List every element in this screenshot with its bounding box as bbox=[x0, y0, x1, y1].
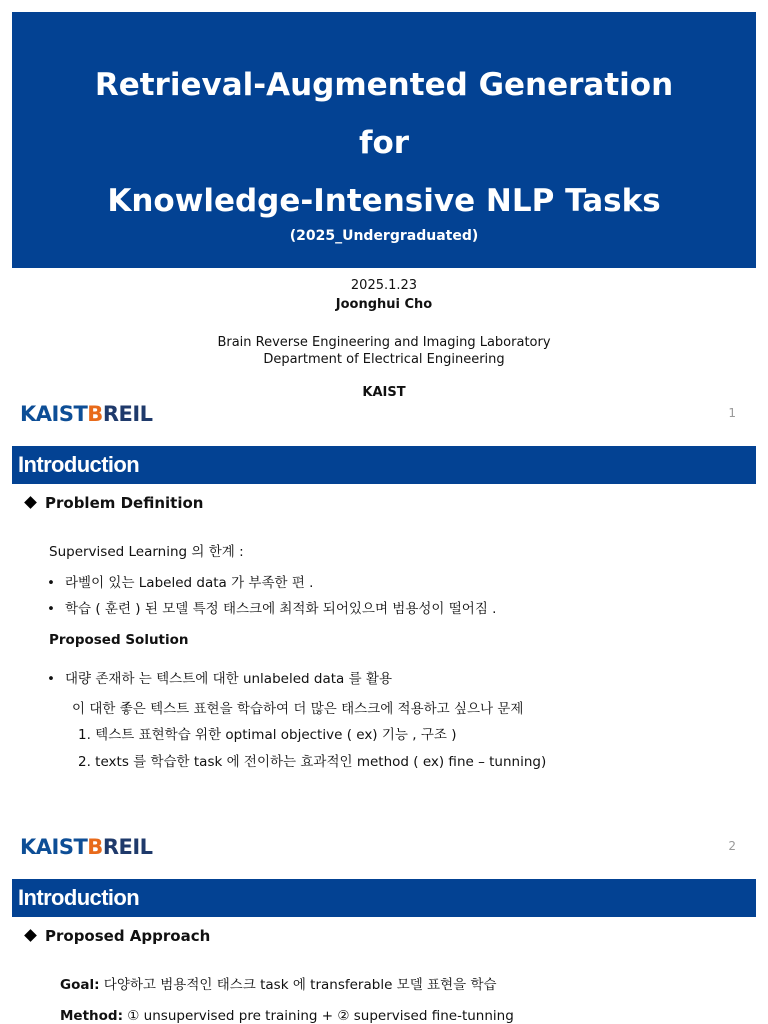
logo-text-kaist: KAIST bbox=[20, 402, 88, 426]
logo-text-reil: REIL bbox=[102, 402, 153, 426]
author-name: Joonghui Cho bbox=[335, 297, 433, 312]
numbered-item-2: 2. texts 를 학습한 task 에 전이하는 효과적인 method ( ex) fine – tunning) bbox=[78, 754, 547, 770]
bullet-text: 라벨이 있는 Labeled data 가 부족한 편 . bbox=[65, 575, 314, 591]
solution-subtext: 이 대한 좋은 텍스트 표현을 학습하여 더 많은 태스크에 적용하고 싶으나 문제 bbox=[72, 701, 524, 717]
proposed-approach-label: Proposed Approach bbox=[45, 927, 211, 945]
problem-definition-label: Problem Definition bbox=[45, 494, 204, 512]
institution-name: KAIST bbox=[362, 385, 406, 400]
goal-label: Goal: bbox=[60, 977, 100, 993]
page-number-1: 1 bbox=[728, 406, 736, 420]
supervised-learning-limits: Supervised Learning 의 한계 : bbox=[49, 544, 244, 560]
lab-name: Brain Reverse Engineering and Imaging Laboratory bbox=[217, 335, 551, 350]
presentation-date: 2025.1.23 bbox=[350, 278, 418, 293]
title-subtitle: (2025_Undergraduated) bbox=[289, 228, 479, 244]
proposed-approach-heading bbox=[26, 927, 210, 945]
section-header-introduction: Introduction bbox=[12, 446, 756, 484]
title-line-3: Knowledge-Intensive NLP Tasks bbox=[107, 183, 661, 219]
list-item bbox=[47, 667, 392, 687]
method-label: Method: bbox=[60, 1008, 123, 1024]
logo-text-b: B bbox=[87, 402, 103, 426]
bullet-dot-icon: • bbox=[47, 671, 55, 687]
kaist-breil-logo bbox=[20, 835, 153, 859]
section-header-introduction: Introduction bbox=[12, 879, 756, 917]
logo-text-b: B bbox=[87, 835, 103, 859]
list-item bbox=[47, 597, 496, 617]
problem-definition-heading bbox=[26, 494, 203, 512]
logo-text-kaist: KAIST bbox=[20, 835, 88, 859]
department-name: Department of Electrical Engineering bbox=[263, 352, 505, 367]
bullet-text: 학습 ( 훈련 ) 된 모델 특정 태스크에 최적화 되어있으며 범용성이 떨어짐 . bbox=[65, 601, 497, 617]
diamond-bullet-icon bbox=[24, 496, 37, 509]
goal-line bbox=[60, 973, 497, 993]
method-line bbox=[60, 1008, 514, 1024]
logo-text-reil: REIL bbox=[102, 835, 153, 859]
method-text: ① unsupervised pre training + ② supervised fine-tunning bbox=[123, 1008, 514, 1024]
numbered-item-1: 1. 텍스트 표현학습 위한 optimal objective ( ex) 기능 , 구조 ) bbox=[78, 727, 457, 743]
goal-text: 다양하고 범용적인 태스크 task 에 transferable 모델 표현을 학습 bbox=[99, 977, 497, 993]
title-line-2: for bbox=[358, 125, 410, 161]
list-item bbox=[47, 571, 313, 591]
title-banner bbox=[12, 12, 756, 268]
diamond-bullet-icon bbox=[24, 929, 37, 942]
page-number-2: 2 bbox=[728, 839, 736, 853]
proposed-solution-heading: Proposed Solution bbox=[49, 632, 189, 648]
bullet-dot-icon: • bbox=[47, 601, 55, 617]
title-line-1: Retrieval-Augmented Generation bbox=[94, 67, 674, 103]
bullet-dot-icon: • bbox=[47, 575, 55, 591]
kaist-breil-logo bbox=[20, 402, 153, 426]
bullet-text: 대량 존재하 는 텍스트에 대한 unlabeled data 를 활용 bbox=[65, 671, 392, 687]
